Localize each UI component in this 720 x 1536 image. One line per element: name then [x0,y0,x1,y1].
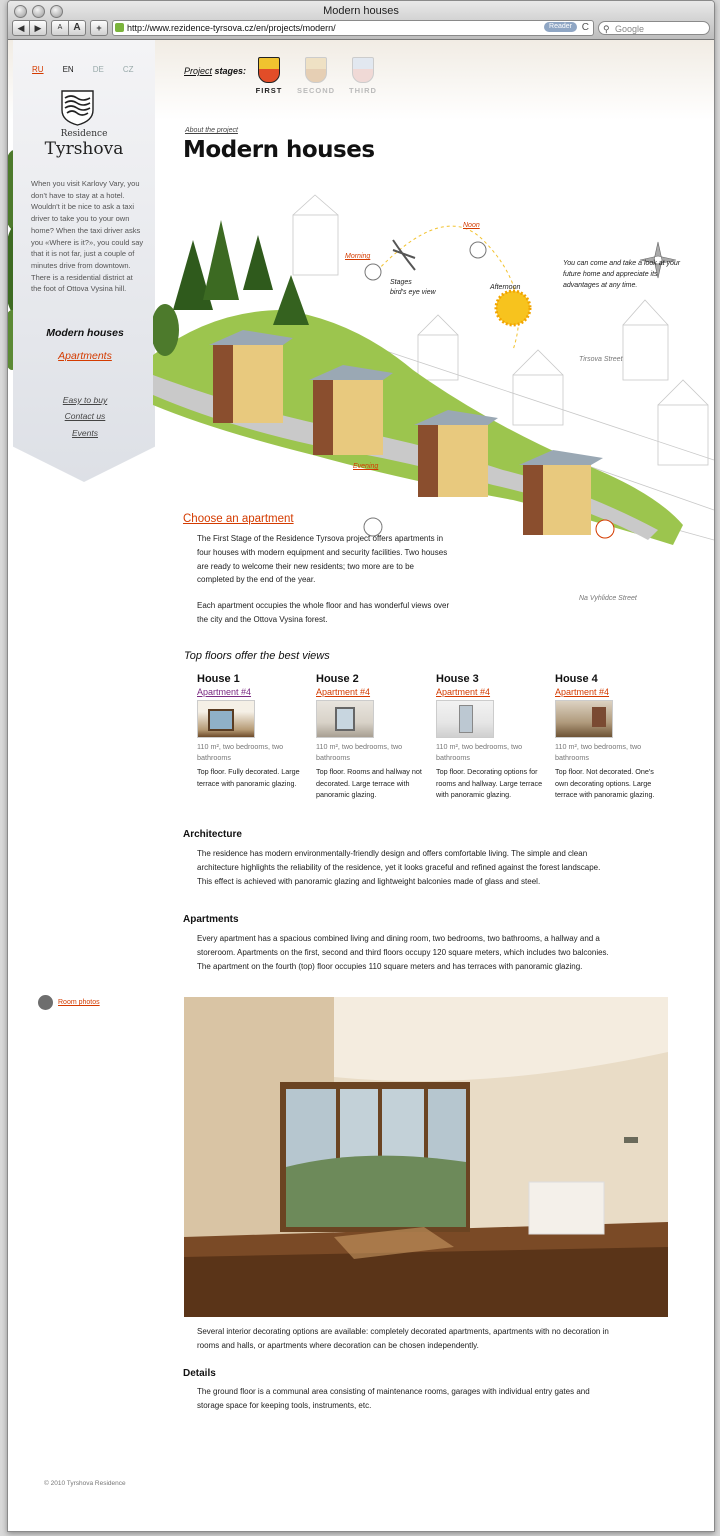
label-come-and-look: You can come and take a look at your future home and appreciate its advantages at any time. [563,260,681,289]
apartment-description: Top floor. Fully decorated. Large terrace with panoramic glazing. [197,767,300,788]
lang-en[interactable]: EN [62,65,74,74]
apartment-link[interactable]: Apartment #4 [197,687,252,697]
house-card [555,673,667,801]
apartment-description: Top floor. Decorating options for rooms and hallway. Large terrace with panoramic glazing. [436,767,543,799]
stage-first[interactable] [249,57,289,95]
architecture-text: The residence has modern environmentally-friendly design and offers comfortable living. The simple and clean architecture highlights the reliability of the residence, yet it looks graceful and refined against the forest landscape. This effect is achieved with panoramic glazing and lightweight balconies made of glass and steel. [197,849,601,886]
morning-clock-icon[interactable] [365,264,381,280]
logo-name[interactable]: Tyrshova [44,139,124,159]
label-na-vyhlidce-street: Na Vyhlidce Street [579,595,637,602]
apartment-thumbnail[interactable] [555,700,613,738]
choose-paragraph-1: The First Stage of the Residence Tyrsova project offers apartments in four houses with modern equipment and security facilities. Two houses are ready to welcome their new residents; two more are to be completed by the end of the year. [197,534,448,585]
window-frames [280,1082,470,1232]
label-afternoon: Afternoon [490,284,521,291]
search-placeholder: Google [615,24,645,34]
logo-residence: Residence [60,129,108,139]
text-smaller-button[interactable]: A [51,20,69,36]
top-floors-heading: Top floors offer the best views [184,650,330,662]
project-stages-label [184,66,246,76]
label-evening[interactable]: Evening [353,463,379,470]
apartment-thumbnail[interactable] [436,700,494,738]
room-photos-link[interactable] [38,995,100,1010]
house-card [436,673,548,801]
add-bookmark-button[interactable]: + [90,20,108,36]
text-larger-button[interactable]: A [69,20,86,36]
stage-third-label: THIRD [349,86,377,95]
page-title: Modern houses [183,137,375,163]
details-text: The ground floor is a communal area consisting of maintenance rooms, garages with individual entry gates and storage space for keeping tools, instruments, etc. [197,1387,590,1410]
browser-window [7,0,715,1532]
apartment-link[interactable]: Apartment #4 [555,687,610,697]
apartment-link[interactable]: Apartment #4 [436,687,491,697]
nav-apartments[interactable]: Apartments [58,350,112,362]
breadcrumb[interactable]: About the project [185,127,238,134]
room-photos-icon [38,995,53,1010]
decor-text: Several interior decorating options are available: completely decorated apartments, apartments with no decoration in rooms and halls, or apartments where decoration can be chosen independently. [197,1327,609,1350]
room-photo[interactable] [184,997,668,1317]
site-favicon-icon [115,23,124,32]
room-photos-label[interactable]: Room photos [58,999,100,1006]
label-noon[interactable]: Noon [463,222,480,229]
search-icon: ⚲ [603,24,610,34]
titlebar [8,1,714,40]
house-card [197,673,309,789]
stage-third-shield-icon [352,57,374,83]
apartment-spec: 110 m², two bedrooms, two bathrooms [316,742,403,762]
stage-third[interactable] [343,57,383,95]
window-title: Modern houses [323,5,399,17]
apartment-thumbnail[interactable] [316,700,374,738]
nav-contact-us[interactable]: Contact us [64,411,106,421]
lang-cz[interactable]: CZ [122,65,134,74]
stage-first-shield-icon [258,57,280,83]
page-content [8,40,714,1531]
details-heading: Details [183,1368,216,1379]
site-illustration [153,180,714,560]
house-name: House 2 [316,673,359,685]
apartment-description: Top floor. Not decorated. One's own decorating options. Large terrace with panoramic glazing. [555,767,655,799]
apartment-spec: 110 m², two bedrooms, two bathrooms [555,742,642,762]
stage-first-label: FIRST [255,86,283,95]
stages-suffix: stages: [212,66,247,76]
label-morning[interactable]: Morning [345,253,371,260]
bird-icon [393,240,415,270]
apartment-spec: 110 m², two bedrooms, two bathrooms [436,742,523,762]
noon-clock-icon[interactable] [470,242,486,258]
scene-marker-icon[interactable] [596,520,614,538]
history-buttons [12,20,47,36]
apartment-description: Top floor. Rooms and hallway not decorated. Large terrace with panoramic glazing. [316,767,422,799]
nav-events[interactable]: Events [72,428,98,438]
house-name: House 1 [197,673,240,685]
apartments-text: Every apartment has a spacious combined living and dining room, two bedrooms, two bathrooms, a hallway and a storeroom. Apartments on the first, second and third floors occupy 120 square meters, which includes two balconies. The apartment on the fourth (top) floor occupies 110 square meters and has terraces with panoramic glazing. [197,934,609,971]
house-card [316,673,428,801]
architecture-heading: Architecture [183,829,242,840]
lang-de[interactable]: DE [92,65,104,74]
url-text: http://www.rezidence-tyrsova.cz/en/projects/modern/ [127,23,336,33]
forward-button[interactable]: ▶ [30,20,47,36]
house-name: House 3 [436,673,479,685]
apartment-spec: 110 m², two bedrooms, two bathrooms [197,742,284,762]
lang-ru[interactable]: RU [32,65,44,74]
sun-icon [496,291,530,325]
choose-paragraph-2: Each apartment occupies the whole floor and has wonderful views over the city and the Ottova Vysina forest. [197,601,450,624]
reader-button[interactable]: Reader [544,22,577,32]
language-switcher [32,65,133,74]
back-button[interactable]: ◀ [12,20,30,36]
search-input[interactable] [598,21,710,35]
residence-crest-icon [61,90,94,126]
stage-second-shield-icon [305,57,327,83]
sidebar-intro: When you visit Karlovy Vary, you don't have to stay at a hotel. Wouldn't it be nice to ask a taxi driver to take you to your own home? When the taxi driver asks you «Where is it?», you could say that it is not far, just a couple of minutes drive from downtown. There is a residential district at the foot of Ottova Vysina hill. [31,179,144,294]
project-link[interactable]: Project [184,66,213,76]
house-name: House 4 [555,673,598,685]
nav-easy-to-buy[interactable]: Easy to buy [62,395,108,405]
apartment-link[interactable]: Apartment #4 [316,687,371,697]
footer-copyright: © 2010 Tyrshova Residence [44,1480,126,1487]
apartments-heading: Apartments [183,914,239,925]
nav-modern-houses[interactable]: Modern houses [46,327,124,339]
reload-icon[interactable]: C [581,22,589,33]
stage-second[interactable] [296,57,336,95]
text-size-buttons [51,20,86,36]
address-bar[interactable] [112,20,594,36]
label-stages-birds-eye: Stages bird's eye view [390,279,436,296]
choose-apartment-heading[interactable]: Choose an apartment [183,513,294,525]
label-tirsova-street: Tirsova Street [579,356,623,363]
browser-toolbar [12,20,710,36]
apartment-thumbnail[interactable] [197,700,255,738]
stage-second-label: SECOND [296,86,336,95]
